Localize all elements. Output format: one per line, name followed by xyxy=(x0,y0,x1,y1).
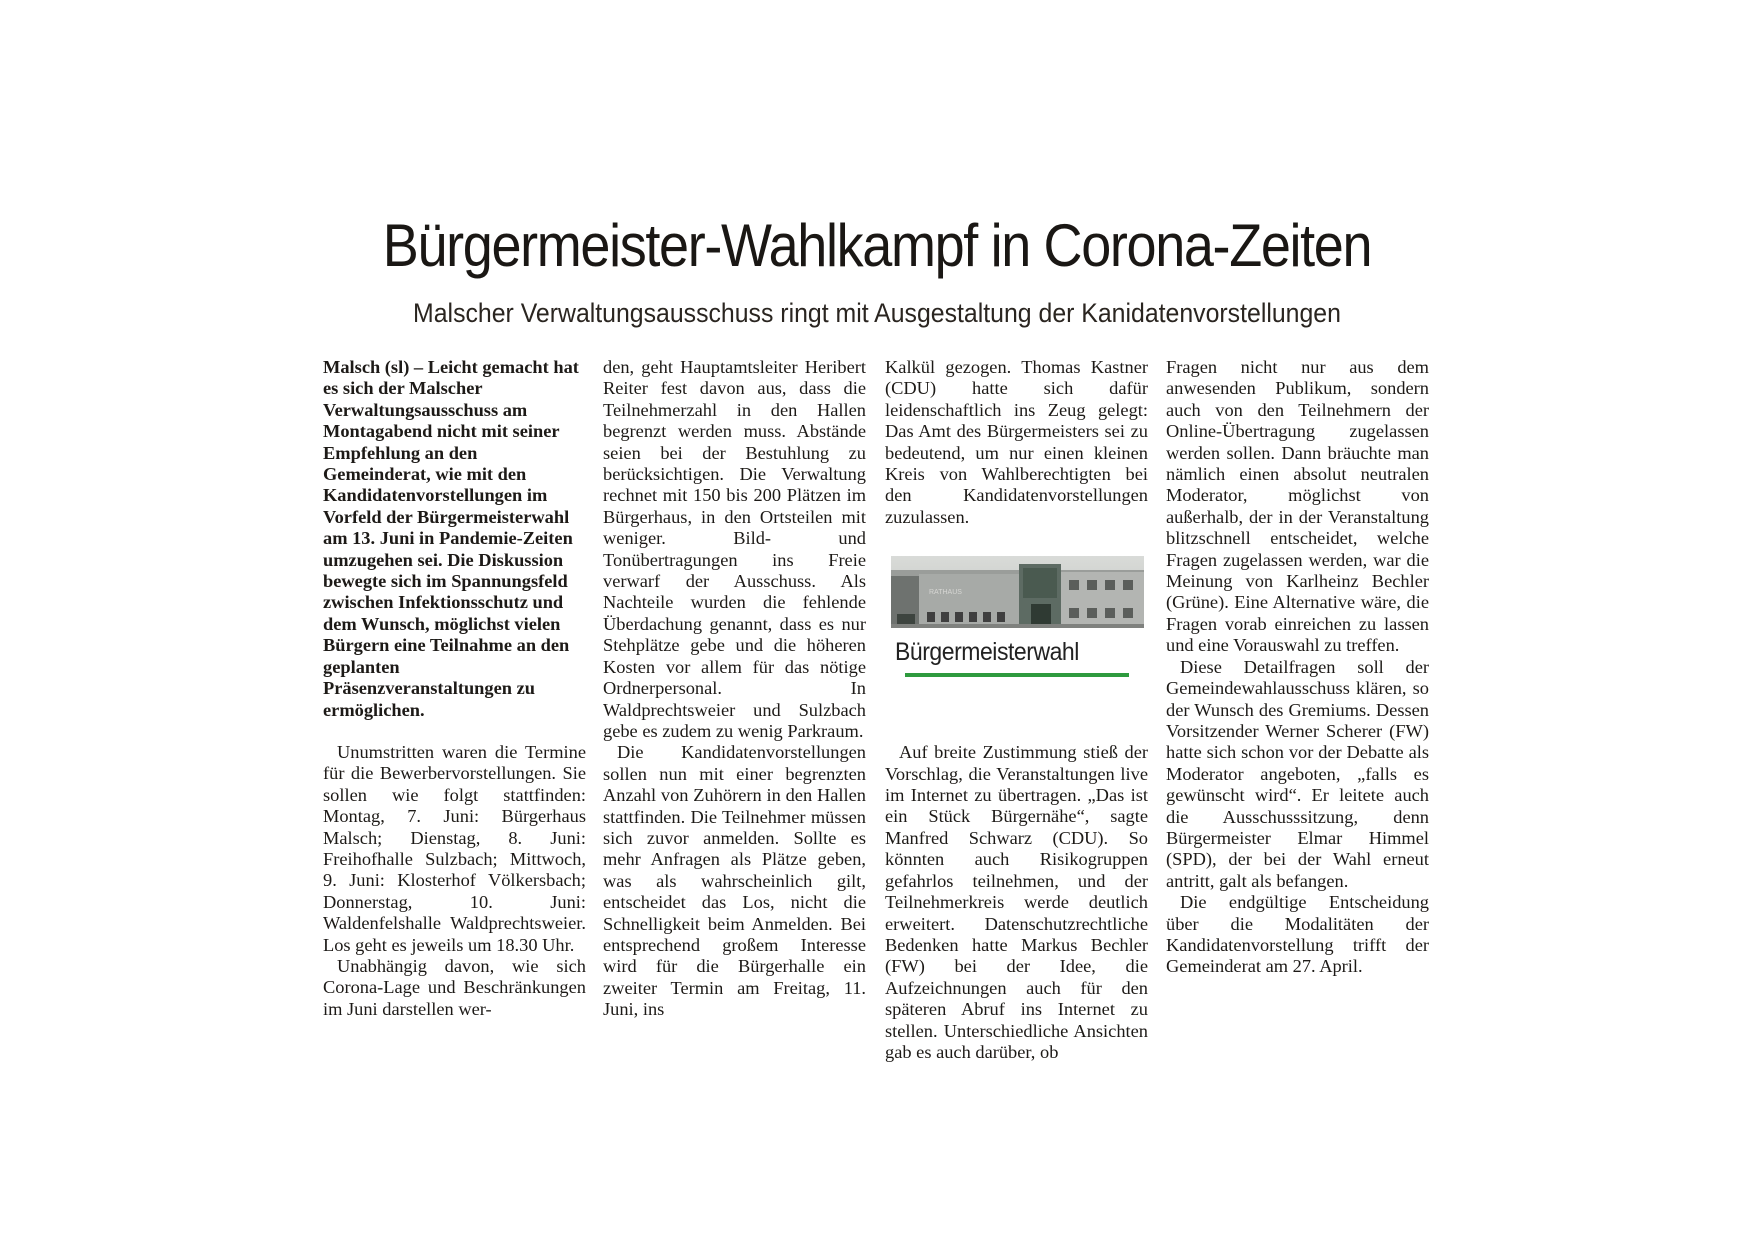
article-column-3 xyxy=(885,357,1148,1063)
article-lead: Malsch (sl) – Leicht gemacht hat es sich der Malscher Verwaltungsausschuss am Montagabend nicht mit seiner Empfehlung an den Gemeinderat, wie mit den Kandidatenvorstellungen im Vorfeld der Bürgermeisterwahl am 13. Juni in Pandemie-Zeiten umzugehen sei. Die Diskussion bewegte sich im Spannungsfeld zwischen Infektionsschutz und dem Wunsch, möglichst vielen Bürgern eine Teilnahme an den geplanten Präsenzveranstaltungen zu ermöglichen. xyxy=(323,357,579,720)
article-subheadline: Malscher Verwaltungsausschuss ringt mit Ausgestaltung der Kanidatenvorstellungen xyxy=(413,298,1341,328)
rathaus-sign-text: RATHAUS xyxy=(929,589,962,596)
article-paragraph: Unumstritten waren die Termine für die Bewerbervorstellungen. Sie sollen wie folgt stattfinden: Montag, 7. Juni: Bürgerhaus Malsch; Dienstag, 8. Juni: Freihofhalle Sulzbach; Mittwoch, 9. Juni: Klosterhof Völkersbach; Donnerstag, 10. Juni: Waldenfelshalle Waldprechtsweier. Los geht es jeweils um 18.30 Uhr. xyxy=(323,741,586,955)
article-paragraph: Diese Detailfragen soll der Gemeindewahlausschuss klären, so der Wunsch des Gremiums. Dessen Vorsitzender Werner Scherer (FW) hatte sich schon vor der Debatte als Moderator angeboten, „falls es gewünscht wird“. Er leitete auch die Ausschusssitzung, denn Bürgermeister Elmar Himmel (SPD), der bei der Wahl erneut antritt, galt als befangen. xyxy=(1166,656,1429,891)
article-paragraph: den, geht Hauptamtsleiter Heribert Reiter fest davon aus, dass die Teilnehmerzahl in den Hallen begrenzt werden muss. Abstände seien bei der Bestuhlung zu berücksichtigen. Die Verwaltung rechnet mit 150 bis 200 Plätzen im Bürgerhaus, in den Ortsteilen mit weniger. Bild- und Tonübertragungen ins Freie verwarf der Ausschuss. Als Nachteile wurden die fehlende Überdachung genannt, dass es nur Stehplätze gebe und die höheren Kosten vor allem für das nötige Ordnerpersonal. In Waldprechtsweier und Sulzbach gebe es zudem zu wenig Parkraum. xyxy=(603,357,866,741)
article-column-4 xyxy=(1166,357,1429,978)
rubric-label: Bürgermeisterwahl xyxy=(895,638,1079,666)
article-headline: Bürgermeister-Wahlkampf in Corona-Zeiten xyxy=(382,212,1372,279)
article-column-1 xyxy=(323,357,586,1020)
photo-rubric-box xyxy=(891,550,1144,695)
article-column-2 xyxy=(603,357,866,1021)
article-paragraph: Die Kandidatenvorstellungen sollen nun mit einer begrenzten Anzahl von Zuhörern in den Hallen stattfinden. Die Teilnehmer müssen sich zuvor anmelden. Sollte es mehr Anfragen als Plätze geben, was als wahrscheinlich gilt, entscheidet das Los, nicht die Schnelligkeit beim Anmelden. Bei entsprechend großem Interesse wird für die Bürgerhalle ein zweiter Termin am Freitag, 11. Juni, ins xyxy=(603,742,866,1020)
article-paragraph: Unabhängig davon, wie sich Corona-Lage und Beschränkungen im Juni darstellen wer- xyxy=(323,955,586,1019)
town-hall-photo xyxy=(891,556,1144,628)
article-paragraph: Fragen nicht nur aus dem anwesenden Publikum, sondern auch von den Teilnehmern der Online-Übertragung zugelassen werden sollen. Dann bräuchte man nämlich einen absolut neutralen Moderator, möglichst von außerhalb, der in der Veranstaltung blitzschnell entscheidet, welche Fragen zugelassen werden, war die Meinung von Karlheinz Bechler (Grüne). Eine Alternative wäre, die Fragen vorab einreichen zu lassen und eine Vorauswahl zu treffen. xyxy=(1166,357,1429,656)
rubric-underline xyxy=(905,673,1129,677)
article-paragraph: Die endgültige Entscheidung über die Modalitäten der Kandidatenvorstellung trifft der Gemeinderat am 27. April. xyxy=(1166,892,1429,977)
article-paragraph: Auf breite Zustimmung stieß der Vorschlag, die Veranstaltungen live im Internet zu übertragen. „Das ist ein Stück Bürgernähe“, sagte Manfred Schwarz (CDU). So könnten auch Risikogruppen gefahrlos teilnehmen, und der Teilnehmerkreis werde deutlich erweitert. Datenschutzrechtliche Bedenken hatte Markus Bechler (FW) bei der Idee, die Aufzeichnungen auch für den späteren Abruf ins Internet zu stellen. Unterschiedliche Ansichten gab es auch darüber, ob xyxy=(885,742,1148,1062)
article-paragraph: Kalkül gezogen. Thomas Kastner (CDU) hatte sich dafür leidenschaftlich ins Zeug gelegt: Das Amt des Bürgermeisters sei zu bedeutend, um nur einen kleinen Kreis von Wahlberechtigten bei den Kandidatenvorstellungen zuzulassen. xyxy=(885,357,1148,527)
